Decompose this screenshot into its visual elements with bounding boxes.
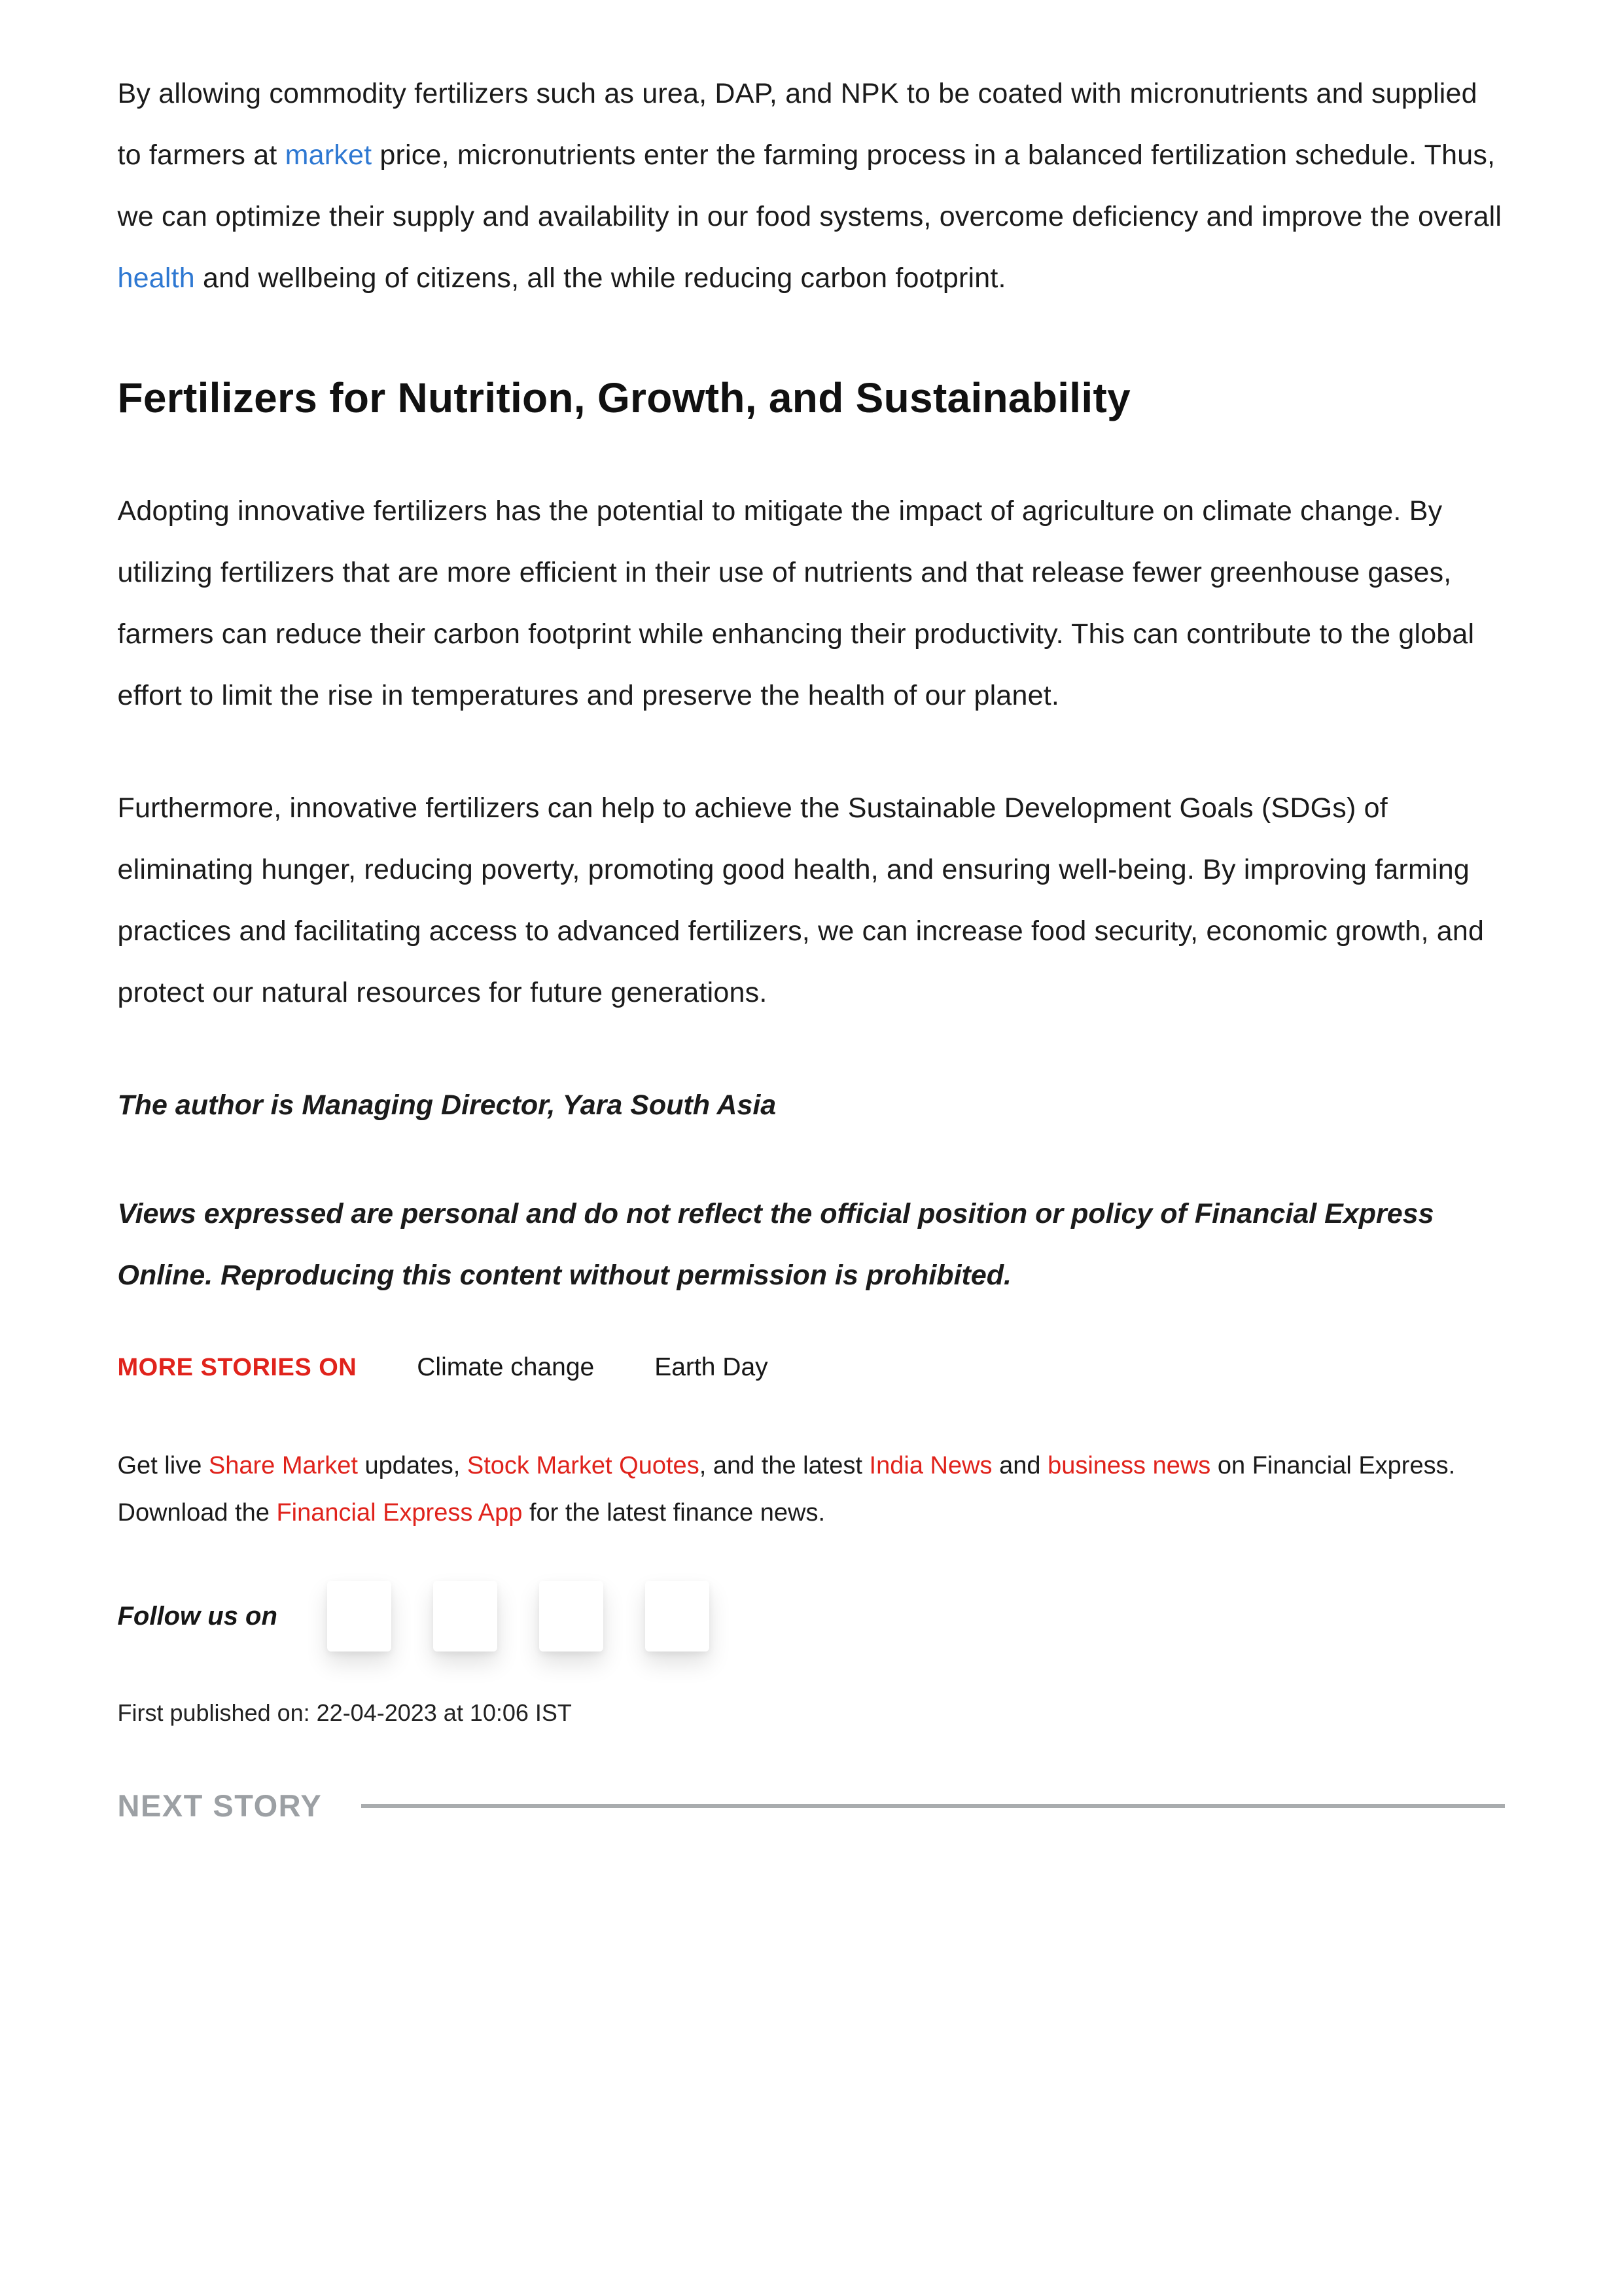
text-run: Get live [117, 1452, 209, 1479]
text-run: for the latest finance news. [522, 1499, 826, 1527]
more-stories-row [118, 1353, 1505, 1382]
text-run: By allowing commodity fertilizers such as urea, DAP, and NPK to be coated with micronutrients and supplied to farmers at [117, 78, 1477, 171]
text-run: and [992, 1452, 1048, 1479]
text-run: price, micronutrients enter the farming process in a balanced fertilization schedule. Thus, we can optimize their supply and availability in our food systems, overcome deficiency and improve the overall [117, 139, 1502, 232]
market-promo-paragraph [118, 1442, 1505, 1536]
article-content-column [118, 0, 1505, 1824]
inline-link[interactable]: health [117, 262, 195, 294]
inline-link[interactable]: business news [1048, 1452, 1211, 1479]
social-icon-placeholder-3[interactable] [539, 1581, 603, 1651]
next-story-row[interactable] [118, 1788, 1505, 1824]
text-run: , and the latest [699, 1452, 870, 1479]
disclaimer-note: Views expressed are personal and do not reflect the official position or policy of Financial Express Online. Reproducing this content without permission is prohibited. [117, 1198, 1434, 1291]
text-run: updates, [357, 1452, 467, 1479]
inline-link[interactable]: Financial Express App [276, 1499, 523, 1527]
story-tag-earth-day[interactable]: Earth Day [654, 1353, 768, 1381]
social-icon-placeholder-4[interactable] [645, 1581, 709, 1651]
article-paragraph-2: Adopting innovative fertilizers has the potential to mitigate the impact of agriculture on climate change. By utilizing fertilizers that are more efficient in their use of nutrients and that release fewer greenhouse gases, farmers can reduce their carbon footprint while enhancing their productivity. This can contribute to the global effort to limit the rise in temperatures and preserve the health of our planet. [117, 495, 1475, 711]
inline-link[interactable]: Stock Market Quotes [467, 1452, 699, 1479]
author-note: The author is Managing Director, Yara South Asia [117, 1089, 777, 1121]
story-tag-climate-change[interactable]: Climate change [417, 1353, 595, 1381]
inline-link[interactable]: India News [869, 1452, 993, 1479]
text-run: on Financial Express. Download the [117, 1452, 1456, 1527]
first-published-timestamp: First published on: 22-04-2023 at 10:06 IST [117, 1699, 572, 1726]
social-icon-placeholder-2[interactable] [433, 1581, 497, 1651]
follow-us-row [118, 1577, 1505, 1655]
article-paragraph-1 [118, 63, 1505, 309]
next-story-label[interactable]: NEXT STORY [117, 1788, 323, 1823]
article-paragraph-3: Furthermore, innovative fertilizers can help to achieve the Sustainable Development Goals (SDGs) of eliminating hunger, reducing poverty, promoting good health, and ensuring well-being. By improving farming practices and facilitating access to advanced fertilizers, we can increase food security, economic growth, and protect our natural resources for future generations. [117, 792, 1485, 1008]
social-icon-placeholder-1[interactable] [327, 1581, 391, 1651]
section-heading: Fertilizers for Nutrition, Growth, and Sustainability [117, 374, 1131, 421]
follow-us-label: Follow us on [117, 1601, 277, 1631]
text-run: and wellbeing of citizens, all the while reducing carbon footprint. [194, 262, 1006, 294]
inline-link[interactable]: market [285, 139, 372, 171]
inline-link[interactable]: Share Market [208, 1452, 358, 1479]
social-icons-group [327, 1581, 709, 1651]
next-story-divider-line [361, 1804, 1504, 1808]
more-stories-label: MORE STORIES ON [117, 1354, 357, 1381]
